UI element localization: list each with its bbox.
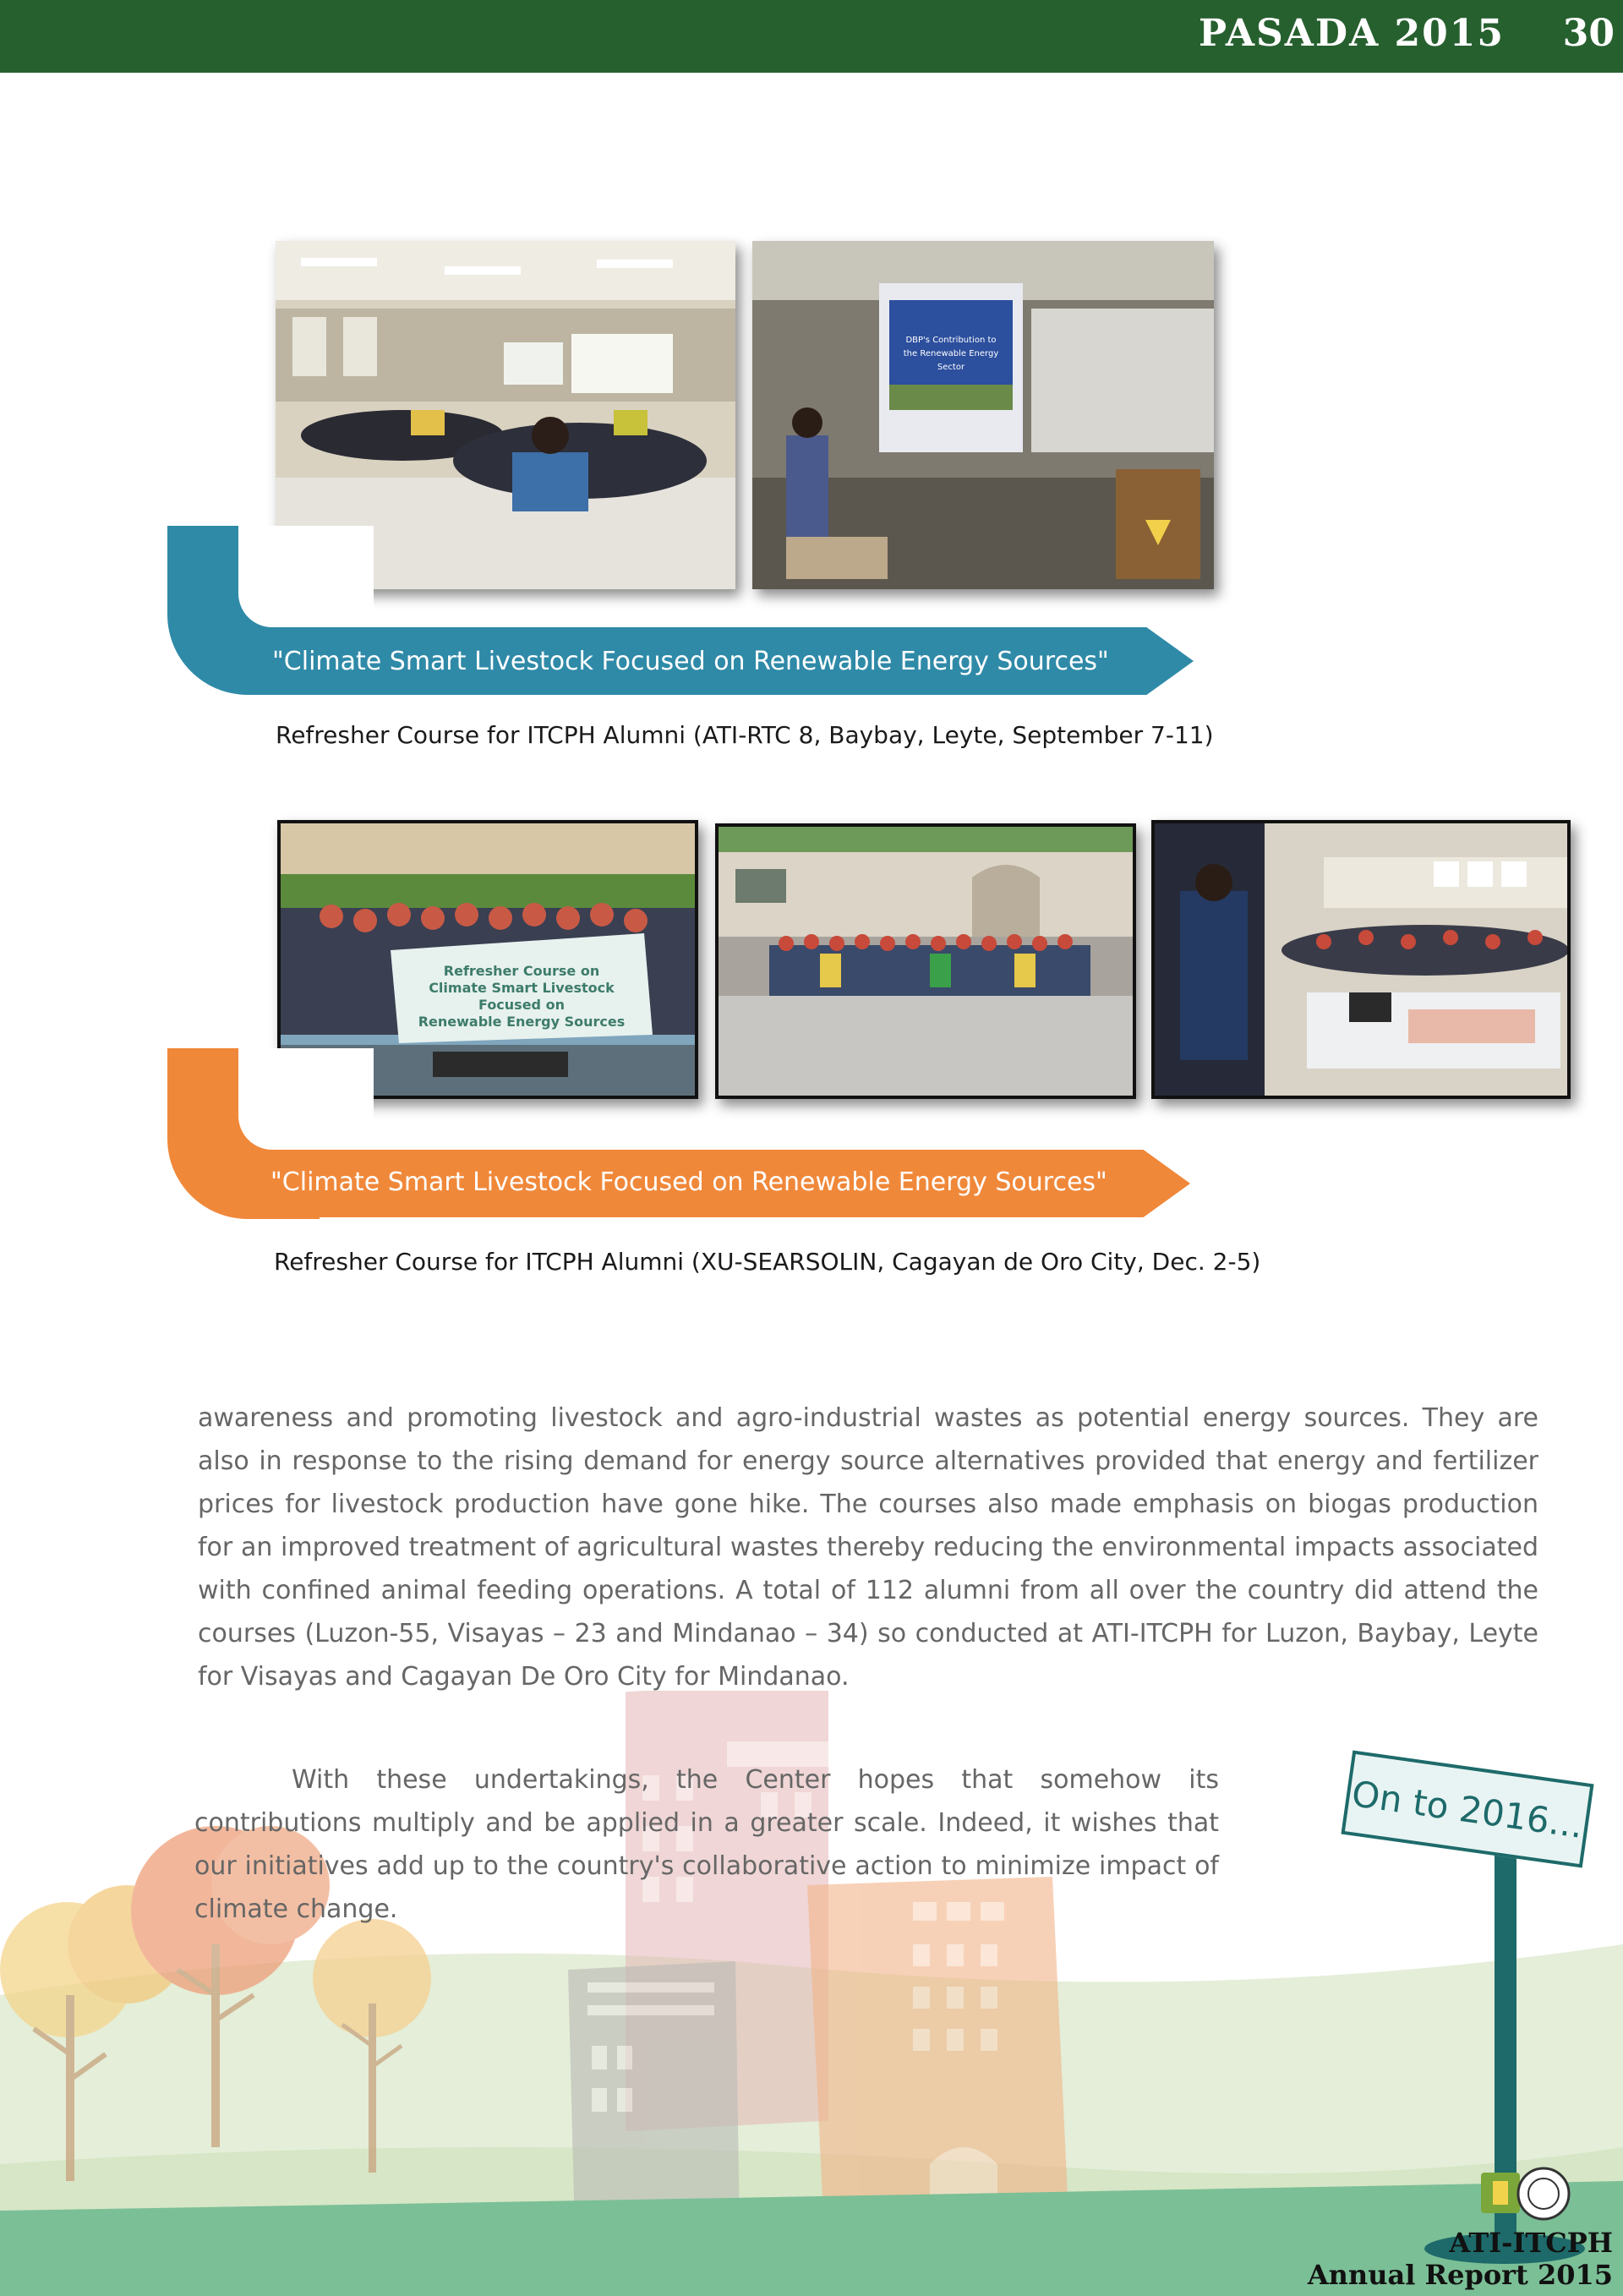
ati-logo-icon (1481, 2173, 1520, 2213)
section1-caption: Refresher Course for ITCPH Alumni (ATI-RTC 8, Baybay, Leyte, September 7-11) (276, 721, 1214, 749)
ribbon-hook-gap-2 (238, 1048, 374, 1150)
publication-title: PASADA 2015 (1198, 12, 1505, 55)
section1-ribbon-title: "Climate Smart Livestock Focused on Renewable Energy Sources" (272, 647, 1109, 676)
svg-text:Focused on: Focused on (478, 997, 565, 1013)
anniversary-logo-icon (1518, 2168, 1569, 2219)
footer-org: ATI-ITCPH (1449, 2227, 1613, 2259)
svg-text:the Renewable Energy: the Renewable Energy (903, 349, 999, 358)
group-outdoor-photo (715, 823, 1136, 1099)
gray-building-illustration (568, 1961, 740, 2232)
footer-report: Annual Report 2015 (1307, 2259, 1613, 2291)
sign-text: On to 2016... (1349, 1772, 1586, 1846)
svg-text:Renewable Energy Sources: Renewable Energy Sources (418, 1014, 626, 1030)
slide-title: DBP's Contribution to (905, 336, 997, 345)
svg-text:Sector: Sector (937, 363, 965, 372)
section2-caption: Refresher Course for ITCPH Alumni (XU-SEARSOLIN, Cagayan de Oro City, Dec. 2-5) (274, 1248, 1261, 1276)
svg-text:Climate Smart Livestock: Climate Smart Livestock (429, 980, 615, 996)
body-paragraph-2: With these undertakings, the Center hopes that somehow its contributions multiply and be applied in a greater scale. Indeed, it wishes that our initiatives add up to the country's collaborative action to minimize impact of climate change. (194, 1765, 1219, 1924)
page-number: 30 (1562, 12, 1615, 55)
ribbon-hook-gap (238, 526, 374, 627)
seminar-hall-photo (1151, 820, 1571, 1099)
section2-ribbon-title: "Climate Smart Livestock Focused on Renewable Energy Sources" (270, 1167, 1107, 1197)
page-header (0, 0, 1623, 73)
banner-text: Refresher Course on (443, 963, 600, 979)
body-paragraph-1: awareness and promoting livestock and agro-industrial wastes as potential energy sources. They are also in response to the rising demand for energy source alternatives provided that energy and fertilizer prices for livestock production have gone hike. The courses also made emphasis on biogas production for an improved treatment of agricultural wastes thereby reducing the environmental impacts associated with confined animal feeding operations. A total of 112 alumni from all over the country did attend the courses (Luzon-55, Visayas – 23 and Mindanao – 34) so conducted at ATI-ITCPH for Luzon, Baybay, Leyte for Visayas and Cagayan De Oro City for Mindanao. (198, 1403, 1538, 1692)
presentation-photo (752, 241, 1214, 589)
